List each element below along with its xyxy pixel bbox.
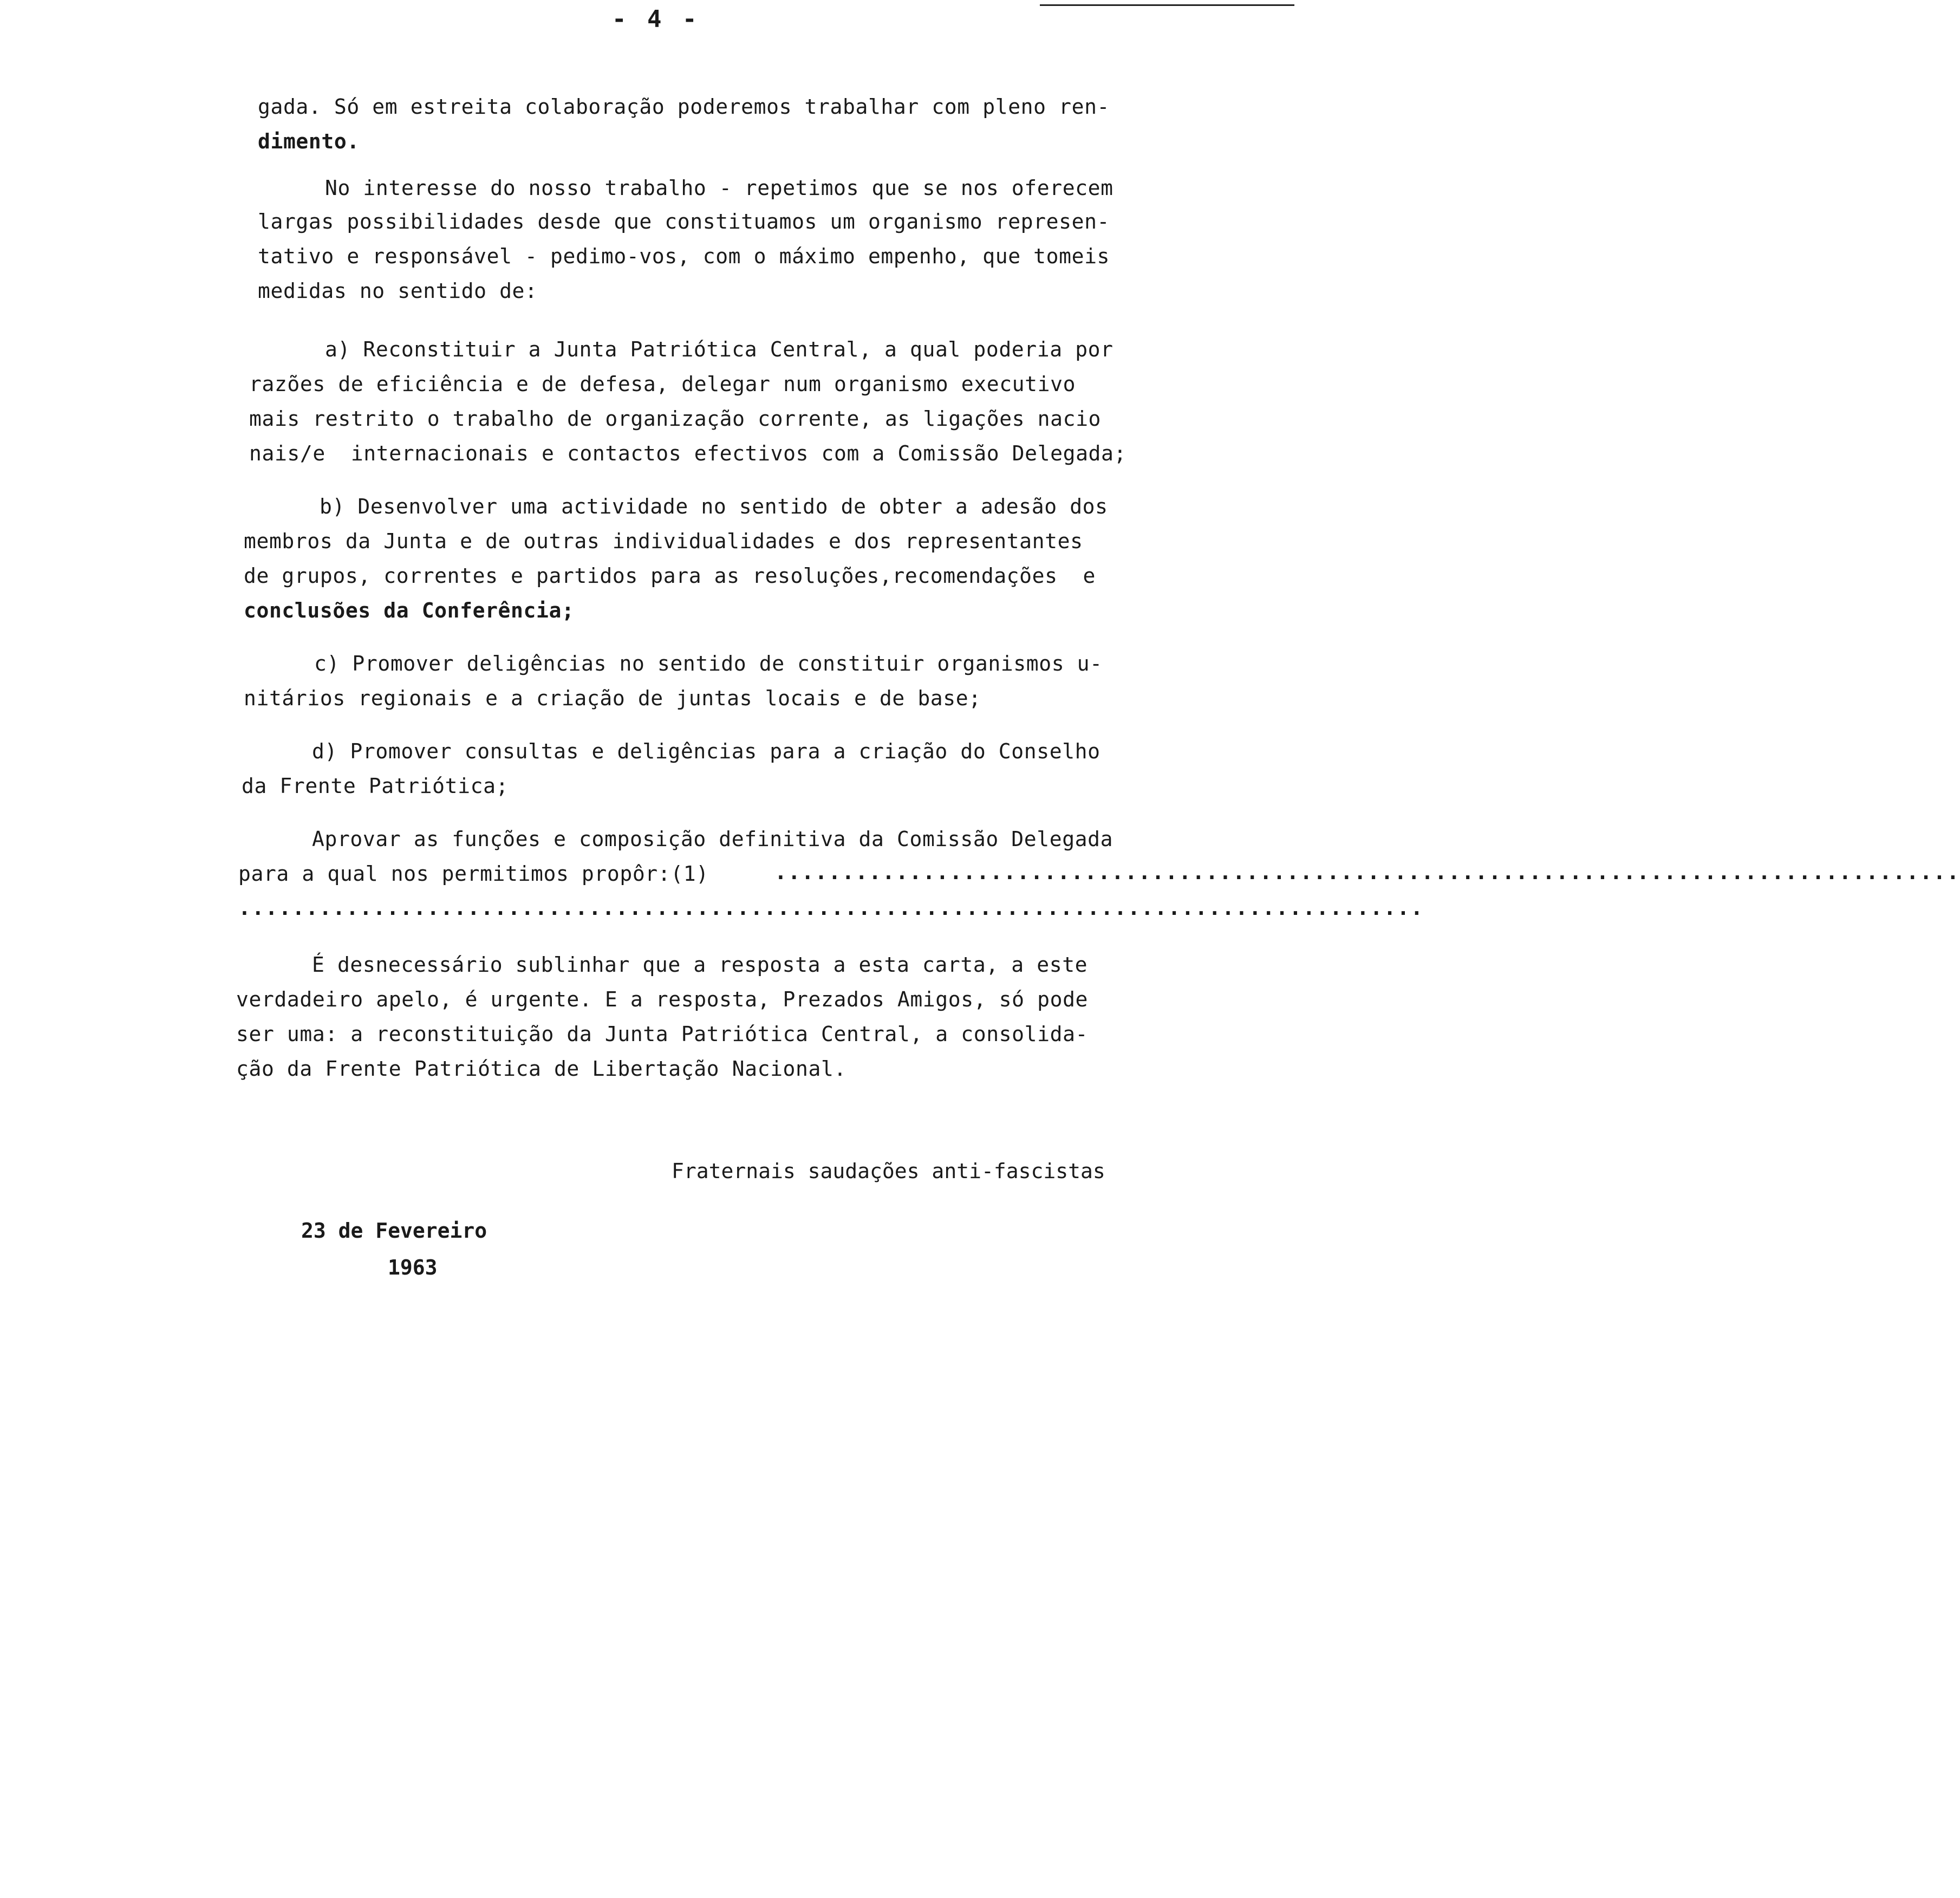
text-line: c) Promover deligências no sentido de constituir organismos u- [314, 652, 1103, 675]
text-line: a) Reconstituir a Junta Patriótica Central, a qual poderia por [325, 337, 1114, 361]
text-line: Aprovar as funções e composição definitiva da Comissão Delegada [312, 827, 1114, 851]
text-line: largas possibilidades desde que constituamos um organismo represen- [258, 210, 1110, 233]
text-line: ção da Frente Patriótica de Libertação Nacional. [236, 1057, 846, 1081]
text-line: dimento. [258, 129, 360, 153]
text-line: nais/e internacionais e contactos efectivos com a Comissão Delegada; [249, 441, 1126, 465]
text-line: verdadeiro apelo, é urgente. E a resposta, Prezados Amigos, só pode [236, 987, 1089, 1011]
text-line: razões de eficiência e de defesa, delegar num organismo executivo [249, 372, 1076, 396]
text-line: membros da Junta e de outras individualidades e dos representantes [244, 529, 1083, 553]
dotted-leader: ........................................................................................ [774, 860, 1960, 884]
text-line: mais restrito o trabalho de organização corrente, as ligações nacio [249, 407, 1102, 431]
text-line: d) Promover consultas e deligências para a criação do Conselho [312, 739, 1101, 763]
closing-salutation: Fraternais saudações anti-fascistas [672, 1159, 1105, 1183]
text-line: b) Desenvolver uma actividade no sentido de obter a adesão dos [320, 495, 1108, 518]
page-number: - 4 - [612, 5, 700, 33]
text-line: medidas no sentido de: [258, 279, 538, 303]
text-line: de grupos, correntes e partidos para as resoluções,recomendações e [244, 564, 1096, 588]
date-year: 1963 [388, 1256, 438, 1279]
text-line: No interesse do nosso trabalho - repetimos que se nos oferecem [325, 176, 1114, 200]
text-line: da Frente Patriótica; [242, 774, 509, 798]
text-line: ser uma: a reconstituição da Junta Patriótica Central, a consolida- [236, 1022, 1089, 1046]
text-line: conclusões da Conferência; [244, 599, 575, 622]
text-line: É desnecessário sublinhar que a resposta a esta carta, a este [312, 953, 1088, 977]
text-line: nitários regionais e a criação de juntas locais e de base; [244, 686, 981, 710]
top-rule [1040, 4, 1294, 6]
dotted-leader: ........................................................................................ [238, 896, 1424, 920]
text-line: gada. Só em estreita colaboração poderemos trabalhar com pleno ren- [258, 95, 1110, 119]
text-line: tativo e responsável - pedimo-vos, com o máximo empenho, que tomeis [258, 244, 1110, 268]
date-day-month: 23 de Fevereiro [301, 1219, 487, 1243]
text-line: para a qual nos permitimos propôr:(1) [238, 862, 709, 886]
